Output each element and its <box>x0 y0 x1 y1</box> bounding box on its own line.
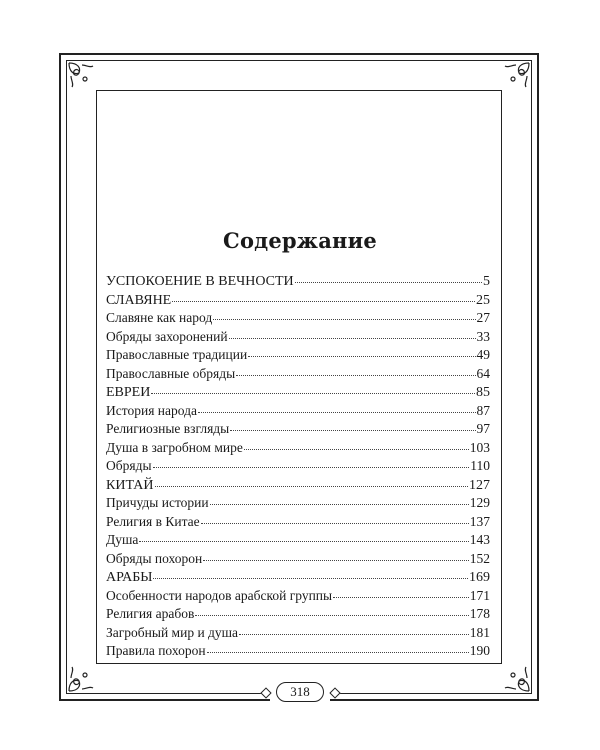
toc-entry-title: Религия арабов <box>106 606 195 621</box>
toc-entry-page: 169 <box>469 570 490 585</box>
toc-entry-title: Особенности народов арабской группы <box>106 587 333 603</box>
page-number: 318 <box>276 682 324 702</box>
toc-entry-page: 190 <box>469 643 490 658</box>
toc-entry-title: Религия в Китае <box>106 513 200 529</box>
toc-entry-title: Обряды похорон <box>106 550 203 566</box>
dot-leader <box>210 492 469 505</box>
toc-entry-title: Славяне как народ <box>106 310 213 325</box>
dot-leader <box>139 529 468 542</box>
dot-leader <box>155 474 468 487</box>
corner-ornament-icon <box>66 60 96 90</box>
page-title: Содержание <box>223 228 377 253</box>
dot-leader <box>201 511 469 524</box>
toc-entry-title: Православные традиции <box>106 347 248 362</box>
toc-entry-page: 27 <box>476 310 490 325</box>
toc-entry-title: Обряды <box>106 458 152 473</box>
toc-entry-title: История народа <box>106 402 197 418</box>
dot-leader <box>172 289 475 302</box>
toc-entry-title: Православные обряды <box>106 365 236 381</box>
dot-leader <box>153 455 470 468</box>
dot-leader <box>229 326 476 339</box>
toc-entry-page: 103 <box>469 439 490 455</box>
toc-entry-page: 49 <box>476 347 490 362</box>
dot-leader <box>333 585 469 598</box>
toc-entry-title: АРАБЫ <box>106 570 153 585</box>
dot-leader <box>244 437 469 450</box>
toc-entry-page: 127 <box>469 477 490 493</box>
dot-leader <box>230 418 475 431</box>
toc-entry-page: 129 <box>469 495 490 510</box>
toc-entry-title: Загробный мир и душа <box>106 624 239 640</box>
toc-entry-title: СЛАВЯНЕ <box>106 292 172 308</box>
toc-entry-page: 85 <box>476 385 490 400</box>
dot-leader <box>207 640 469 653</box>
toc-entry-page: 5 <box>483 274 490 289</box>
toc-entry-title: Причуды истории <box>106 495 209 510</box>
toc-entry-title: УСПОКОЕНИЕ В ВЕЧНОСТИ <box>106 274 294 289</box>
dot-leader <box>239 622 469 635</box>
toc-entry-page: 152 <box>469 550 490 566</box>
dot-leader <box>151 381 475 394</box>
toc-entry-title: ЕВРЕИ <box>106 385 151 400</box>
toc-entry-title: Обряды захоронений <box>106 328 228 344</box>
dot-leader <box>236 363 475 376</box>
dot-leader <box>213 307 475 320</box>
corner-ornament-icon <box>502 60 532 90</box>
toc-entry-page: 181 <box>469 624 490 640</box>
toc-entry-page: 171 <box>469 587 490 603</box>
toc-entry-page: 143 <box>469 532 490 547</box>
toc-entry-title: КИТАЙ <box>106 477 154 493</box>
toc-entry-page: 137 <box>469 513 490 529</box>
corner-ornament-icon <box>66 664 96 694</box>
toc-entry-page: 110 <box>470 458 490 473</box>
toc-entry-title: Душа в загробном мире <box>106 439 243 455</box>
toc-entry-page: 25 <box>476 292 490 308</box>
dot-leader <box>295 270 482 283</box>
toc-entry-page: 64 <box>476 365 490 381</box>
dot-leader <box>195 603 468 616</box>
toc-entry <box>106 642 490 661</box>
toc-entry-title: Религиозные взгляды <box>106 421 230 436</box>
toc-entry-page: 87 <box>476 402 490 418</box>
toc-entry-title: Правила похорон <box>106 643 206 658</box>
toc-entry-page: 33 <box>476 328 490 344</box>
toc-entry-page: 178 <box>469 606 490 621</box>
corner-ornament-icon <box>502 664 532 694</box>
dot-leader <box>153 566 468 579</box>
toc-entry-title: Душа <box>106 532 139 547</box>
dot-leader <box>198 400 476 413</box>
table-of-contents <box>106 272 490 661</box>
toc-entry-page: 97 <box>476 421 490 436</box>
dot-leader <box>248 344 475 357</box>
dot-leader <box>203 548 469 561</box>
